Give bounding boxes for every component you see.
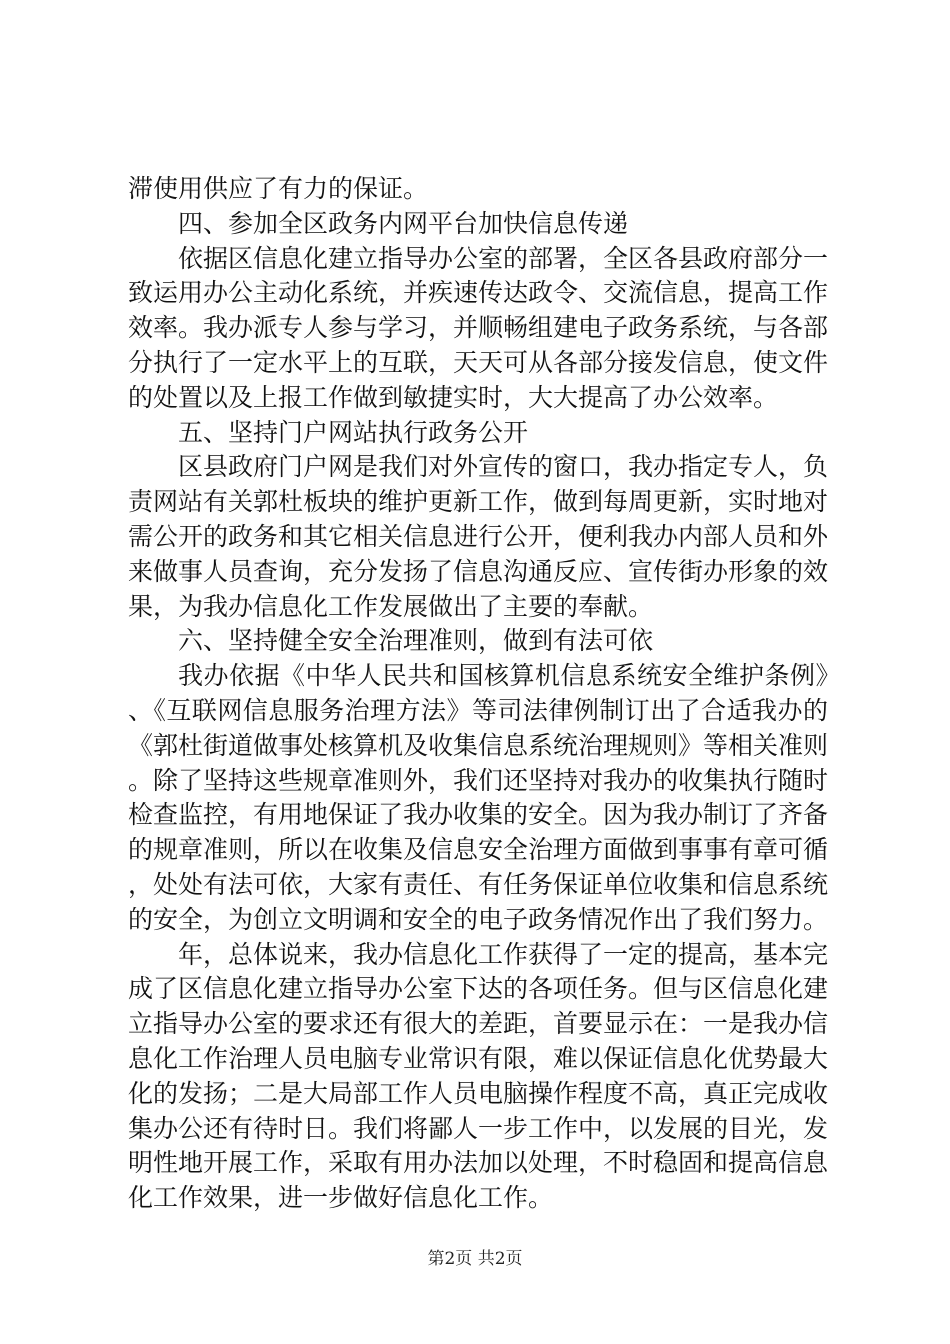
section-heading-6: 六、坚持健全安全治理准则，做到有法可依 <box>178 626 654 656</box>
paragraph-section-6: 我办依据《中华人民共和国核算机信息系统安全维护条例》、《互联网信息服务治理方法》等司法律例制订出了合适我办的《郭杜街道做事处核算机及收集信息系统治理规则》等相关准则。除了坚持这些规章准则外，我们还坚持对我办的收集执行随时检查监控，有用地保证了我办收集的安全。因为我办制订了齐备的规章准则，所以在收集及信息安全治理方面做到事事有章可循，处处有法可依，大家有责任、有任务保证单位收集和信息系统的安全，为创立文明调和安全的电子政务情况作出了我们努力。 <box>128 661 829 934</box>
paragraph-continuation: 滞使用供应了有力的保证。 <box>128 174 429 203</box>
section-heading-5: 五、坚持门户网站执行政务公开 <box>178 417 529 447</box>
paragraph-section-4: 依据区信息化建立指导办公室的部署，全区各县政府部分一致运用办公主动化系统，并疾速传达政令、交流信息，提高工作效率。我办派专人参与学习，并顺畅组建电子政务系统，与各部分执行了一定水平上的互联，天天可从各部分接发信息，使文件的处置以及上报工作做到敏捷实时，大大提高了办公效率。 <box>128 243 829 412</box>
page-footer <box>0 1244 950 1269</box>
paragraph-summary: 年，总体说来，我办信息化工作获得了一定的提高，基本完成了区信息化建立指导办公室下达的各项任务。但与区信息化建立指导办公室的要求还有很大的差距，首要显示在：一是我办信息化工作治理人员电脑专业常识有限，难以保证信息化优势最大化的发扬；二是大局部工作人员电脑操作程度不高，真正完成收集办公还有待时日。我们将鄙人一步工作中，以发展的目光，发明性地开展工作，采取有用办法加以处理，不时稳固和提高信息化工作效果，进一步做好信息化工作。 <box>128 939 829 1213</box>
document-body <box>128 172 828 1216</box>
section-heading-4: 四、参加全区政务内网平台加快信息传递 <box>178 208 629 238</box>
paragraph-section-5: 区县政府门户网是我们对外宣传的窗口，我办指定专人，负责网站有关郭杜板块的维护更新工作，做到每周更新，实时地对需公开的政务和其它相关信息进行公开，便利我办内部人员和外来做事人员查询，充分发扬了信息沟通反应、宣传街办形象的效果，为我办信息化工作发展做出了主要的奉献。 <box>128 452 829 621</box>
page-number-label: 第2页 共2页 <box>427 1249 523 1269</box>
